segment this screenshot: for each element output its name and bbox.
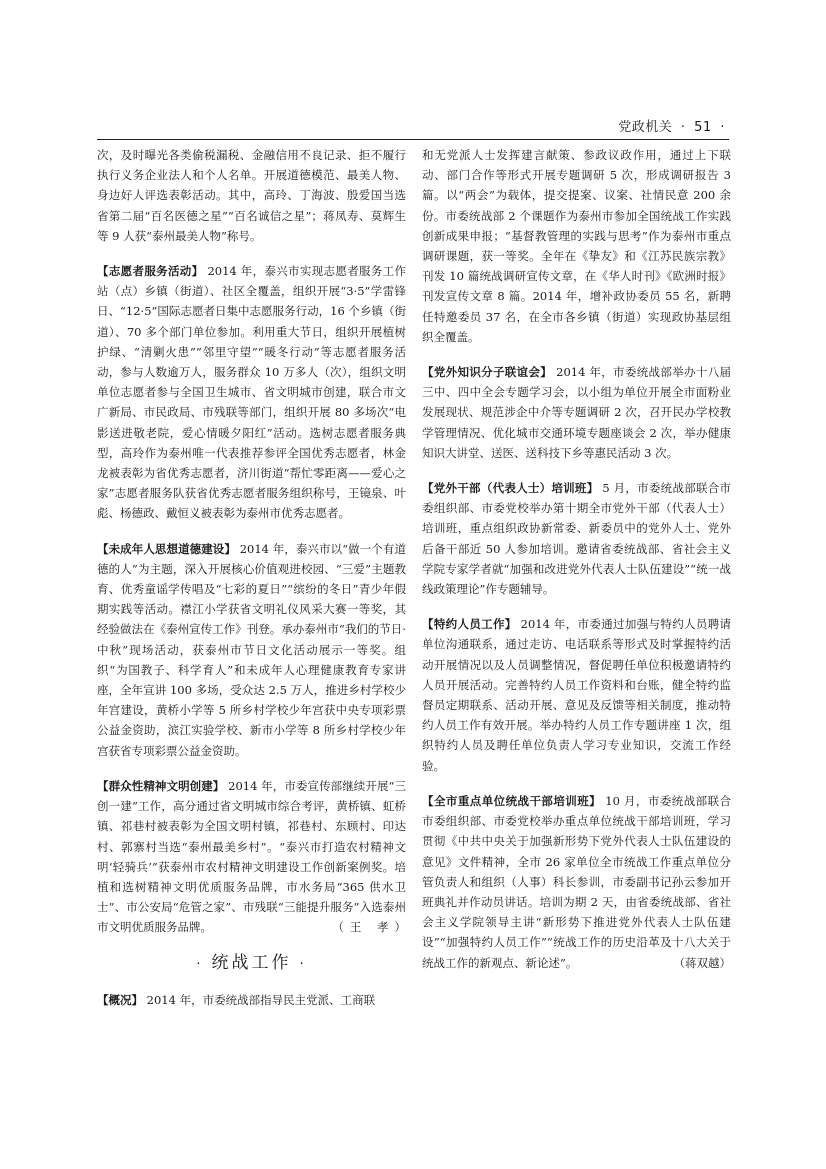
entry-special-personnel (422, 614, 731, 776)
running-header (97, 116, 729, 136)
entry-minor-moral-education (97, 539, 406, 761)
entry-civilization-creation (97, 776, 412, 938)
entry-title: 【群众性精神文明创建】 (97, 778, 225, 793)
entry-text: 5 月，市委统战部联合市委组织部、市委党校举办第十期全市党外干部（代表人士）培训班，重点组织政协新常委、新委员中的党外人士、党外后备干部近 50 人参加培训。邀请省委统战部、省社会主义学院专家学者就“加强和改进党外代表人士队伍建设”“统一战线政策理论”作专题辅导。 (422, 481, 731, 597)
entry-text: 2014 年，市委统战部指导民主党派、工商联 (146, 992, 376, 1007)
right-column (422, 145, 731, 973)
entry-title: 【概况】 (97, 992, 143, 1007)
author-credit: （王 孝） (332, 920, 412, 935)
entry-text: 2014 年，市委宣传部继续开展“三创一建”工作，高分通过省文明城市综合考评，黄桥镇、虹桥镇、祁巷村被表彰为全国文明村镇，祁巷村、东顾村、印达村、郭寨村当选“泰州最美乡村”。“泰兴市打造农村精神文明‘轻骑兵’”获泰州市农村精神文明建设工作创新案例奖。培植和选树精神文明优质服务品牌，市水务局“365 供水卫士”、市公安局“危管之家”、市残联“三能提升服务”入选泰州市文明优质服务品牌。 (97, 778, 407, 935)
entry-text: 2014 年，市委通过加强与特约人员聘请单位沟通联系，通过走访、电话联系等形式及时掌握特约活动开展情况以及人员调整情况，督促聘任单位积极邀请特约人员开展活动。完善特约人员工作资料和台账，健全特约监督员定期联系、活动开展、意见及反馈等相关制度，推动特约人员工作有效开展。举办特约人员工作专题讲座 1 次，组织特约人员及聘任单位负责人学习专业知识，交流工作经验。 (422, 617, 732, 773)
author-credit: （蒋双越） (673, 955, 731, 970)
entry-overview (97, 990, 406, 1010)
header-bullet: · (680, 120, 686, 135)
header-rule (97, 139, 729, 140)
entry-text: 2014 年，泰兴市实现志愿者服务工作站（点）乡镇（街道）、社区全覆盖，组织开展“3·5”学雷锋日、“12·5”国际志愿者日集中志愿服务行动，16 个乡镇（街道）、70 多个部门单位参加。利用重大节日，组织开展植树护绿、“清剿火患”“邻里守望”“暖冬行动”等志愿者服务活动，参与人数逾万人，服务群众 10 万多人（次），组织文明单位志愿者参与全国卫生城市、省文明城市创建，联合市文广新局、市民政局、市残联等部门，组织开展 80 多场次“电影送进敬老院，爱心情暖夕阳红”活动。选树志愿者服务典型，高玲作为泰州唯一代表推荐参评全国优秀志愿者，林金龙被表彰为省优秀志愿者，济川街道“帮忙零距离——爱心之家”志愿者服务队获省优秀志愿者服务组织称号，王镜泉、叶彪、杨德政、戴恒义被表彰为泰州市优秀志愿者。 (97, 264, 407, 521)
entry-text: 2014 年，泰兴市以“做一个有道德的人”为主题，深入开展核心价值观进校园、“三爱”主题教育、优秀童谣学传唱及“七彩的夏日”“缤纷的冬日”青少年假期实践等活动。襟江小学获省文明礼仪风采大赛一等奖，其经验做法在《泰州宣传工作》刊登。承办泰州市“我们的节日·中秋”现场活动，获泰州市节日文化活动展示一等奖。组织“为国教子、科学育人”和未成年人心理健康教育专家讲座，全年宣讲 100 多场，受众达 2.5 万人，推进乡村学校少年宫建设，黄桥小学等 5 所乡村学校少年宫获中央专项彩票公益金资助，滨江实验学校、新市小学等 8 所乡村学校少年宫获省专项彩票公益金资助。 (97, 541, 407, 758)
heading-bullet-right: · (299, 956, 307, 972)
header-section-title: 党政机关 (618, 120, 673, 135)
entry-non-party-intellectuals (422, 362, 731, 463)
entry-volunteer-service (97, 261, 406, 524)
section-heading (97, 950, 406, 978)
entry-title: 【党外干部（代表人士）培训班】 (422, 481, 599, 496)
heading-bullet-left: · (196, 956, 204, 972)
entry-non-party-cadre-training (422, 478, 731, 599)
left-column (97, 145, 412, 1010)
page-number: 51 (694, 120, 712, 135)
section-heading-text: 统战工作 (211, 952, 292, 973)
continuation-paragraph: 次，及时曝光各类偷税漏税、金融信用不良记录、拒不履行执行义务企业法人和个人名单。开展道德模范、最美人物、身边好人评选表彰活动。其中，高玲、丁海波、殷爱国当选省第二届“百名医德之星”“百名诚信之星”；蒋凤寿、莫辉生等 9 人获“泰州最美人物”称号。 (97, 148, 406, 243)
entry-title: 【志愿者服务活动】 (97, 264, 204, 279)
entry-title: 【全市重点单位统战干部培训班】 (422, 793, 602, 808)
entry-key-unit-training (422, 791, 731, 973)
header-bullet-trailing: · (720, 120, 725, 135)
entry-title: 【党外知识分子联谊会】 (422, 365, 553, 380)
entry-text: 10 月，市委统战部联合市委组织部、市委党校举办重点单位统战干部培训班，学习贯彻《中共中央关于加强新形势下党外代表人士队伍建设的意见》文件精神，全市 26 家单位全市统战工作重点单位分管负责人和组织（人事）科长参训，市委副书记孙云参加开班典礼并作动员讲话。培训为期 2 天，由省委统战部、省社会主义学院领导主讲“新形势下推进党外代表人士队伍建设”“加强特约人员工作”“统战工作的历史沿革及十八大关于统战工作的新观点、新论述”。 (422, 793, 732, 970)
entry-title: 【未成年人思想道德建设】 (97, 541, 236, 556)
entry-title: 【特约人员工作】 (422, 617, 517, 632)
continuation-paragraph: 和无党派人士发挥建言献策、参政议政作用，通过上下联动、部门合作等形式开展专题调研 5 次，形成调研报告 3 篇。以“两会”为载体，提交提案、议案、社情民意 200 余份。市委统战部 2 个课题作为泰州市参加全国统战工作实践创新成果申报；“基督教管理的实践与思考”作为泰州市重点调研课题，获一等奖。全年在《挚友》和《江苏民族宗教》刊发 10 篇统战调研宣传文章，在《华人时刊》《欧洲时报》刊发宣传文章 8 篇。2014 年，增补政协委员 55 名，新聘任特邀委员 37 名，在全市各乡镇（街道）实现政协基层组织全覆盖。 (422, 148, 731, 344)
entry-text: 2014 年，市委统战部举办十八届三中、四中全会专题学习会，以小组为单位开展全市面粉业发展现状、规范涉企中介等专题调研 2 次，召开民办学校教学管理情况、优化城市交通环境专题座谈会 2 次，举办健康知识大讲堂、送医、送科技下乡等惠民活动 3 次。 (422, 365, 732, 460)
